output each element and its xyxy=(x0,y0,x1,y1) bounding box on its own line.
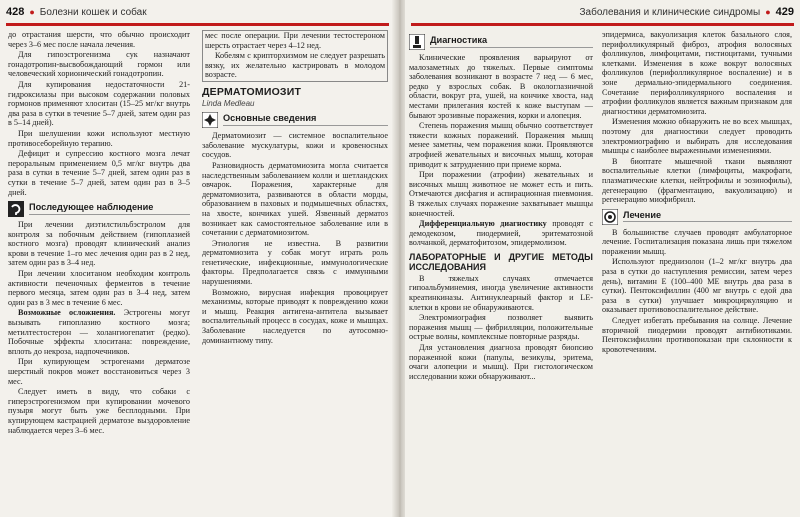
paragraph: При поражении (атрофии) жевательных и височных мышц животное не может есть и пить. Отмечаются дисфагия и аспирационная пневмония. В тяжелых случаях поражение захватывает мышцы конечностей. xyxy=(409,170,593,218)
paragraph: Используют преднизолон (1–2 мг/кг внутрь два раза в сутки до наступления ремиссии, затем через день), витамин Е (100–400 ME внутрь два раза в сутки). Пентоксифиллин (400 мг внутрь с едой два раза в сутки) улучшает микроциркуляцию и оказывает противовоспалительное действие. xyxy=(602,257,792,315)
paragraph: Электромиография позволяет выявить поражения мышц — фибрилляции, положительные острые волны, комплексные повторные разряды. xyxy=(409,313,593,342)
section-heading-diagnostics xyxy=(409,34,593,50)
treatment-icon xyxy=(602,209,618,225)
left-column-1 xyxy=(8,30,190,513)
section-heading-treatment xyxy=(602,209,792,225)
left-column-2 xyxy=(202,30,388,513)
right-column-1 xyxy=(409,30,593,513)
paragraph: Кобелям с крипторхизмом не следует разрешать вязку, их желательно кастрировать в молодом возрасте. xyxy=(205,51,385,80)
paragraph xyxy=(8,308,190,356)
paragraph: Следует иметь в виду, что собаки с гиперэстрогенизмом при купировании мочевого пузыря могут быть уже бесплодными. При купирующем кастрацией дерматозе выздоровление наблюдается через 3–6 мес. xyxy=(8,387,190,435)
lab-methods-heading: ЛАБОРАТОРНЫЕ И ДРУГИЕ МЕТОДЫ ИССЛЕДОВАНИЯ xyxy=(409,251,593,272)
right-page xyxy=(405,0,800,517)
left-page xyxy=(0,0,395,517)
topic-title: ДЕРМАТОМИОЗИТ xyxy=(202,85,302,98)
paragraph: Степень поражения мышц обычно соответствует тяжести кожных поражений. Поражения мышц менее заметны, чем поражения кожи. Проявляются атрофией жевательных и височных мышц, которая приводит к затруднению при приеме корма. xyxy=(409,121,593,169)
paragraph: В биоптате мышечной ткани выявляют воспалительные клетки (лимфоциты, макрофаги, плазматические клетки, нейтрофилы и эозинофилы), дегенерацию (фрагментацию, вакуолизацию) и регенерацию миофибрилл. xyxy=(602,156,792,205)
right-column-2 xyxy=(602,30,792,513)
right-running-head xyxy=(411,4,794,20)
paragraph: При лечении хлоситаном необходим контроль активности печеночных ферментов в течение первого месяца, затем один раз в 3–4 нед, затем один раз в 3 мес в течение 6 мес. xyxy=(8,269,190,307)
section-title: Последующее наблюдение xyxy=(29,203,190,215)
bullet-icon: ● xyxy=(765,7,771,17)
paragraph: Для гипоэстрогенизма сук назначают гонадотропин-высвобождающий гормон или человеческий хорионический гонадотропин. xyxy=(8,50,190,79)
paragraph: При лечении диэтилстильбэстролом для контроля за побочным действием (гипоплазией костного мозга) проводят клинический анализ крови в течение 1–го мес лечения один раз в 2 нед, затем один раз в 3–4 нед. xyxy=(8,220,190,268)
page-number-left: 428 xyxy=(6,6,25,18)
paragraph: При купирующем эстрогенами дерматозе шерстный покров может восстановиться через 3 мес. xyxy=(8,357,190,386)
topic-author: Linda Medleau xyxy=(202,98,255,108)
inline-text: Эстрогены могут вызывать гипоплазию костного мозга; метилтестостерон — холангиогепатит (редко). Побочные эффекты хлоситана: повреждение, вплоть до некроза, надпочечников. xyxy=(8,308,190,356)
followup-icon xyxy=(8,201,24,217)
section-heading-followup xyxy=(8,201,190,217)
framed-note xyxy=(202,30,388,82)
bullet-icon: ● xyxy=(29,7,35,17)
paragraph: Этиология не известна. В развитии дерматомиозита у собак могут играть роль генетические, инфекционные, иммунологические факторы. Предполагается связь с иммунными нарушениями. xyxy=(202,238,388,287)
basics-icon xyxy=(202,112,218,128)
inline-text: проводят с демодекозом, пиодермией, эритематозной волчанкой, дерматофитозом, эпидермолизом. xyxy=(409,219,593,248)
paragraph: Дерматомиозит — системное воспалительное заболевание мускулатуры, кожи и кровеносных сосудов. xyxy=(202,131,388,160)
paragraph: Изменения можно обнаружить не во всех мышцах, поэтому для диагностики следует проводить электромиографию и выбирать для исследования мышцы с наиболее выраженными изменениями. xyxy=(602,117,792,156)
paragraph: до отрастания шерсти, что обычно происходит через 3–6 мес после начала лечения. xyxy=(8,30,190,49)
paragraph: В тяжелых случаях отмечается гипоальбуминемия, иногда увеличение активности креатинкиназы. Антинуклеарный фактор и LE-клетки в крови не обнаруживаются. xyxy=(409,273,593,312)
header-rule-left xyxy=(6,23,389,26)
section-heading-basics xyxy=(202,112,388,128)
paragraph: Для купирования недостаточности 21-гидроксилазы при высоком содержании половых гормонов применяют хлоситан (15–25 мг/кг внутрь два раза в сутки в течение 5–7 дней, затем один раз в 5–14 дней). xyxy=(8,79,190,128)
paragraph: Возможно, вирусная инфекция провоцирует механизмы, которые приводят к повреждению кожи и мышц. Реакция антигена-антитела вызывает воспалительный процесс в сосудах, коже и мышцах. Заболевание наследуется по аутосомно-доминантному типу. xyxy=(202,287,388,345)
paragraph: Дефицит и супрессию костного мозга лечат пероральным применением 0,5 мг/кг внутрь два раза в сутки в течение 5–7 дней, затем один раз в сутки в течение 5–7 дней, затем один раз в 3–5 дней. xyxy=(8,149,190,197)
section-title: Диагностика xyxy=(430,36,593,48)
section-title: Лечение xyxy=(623,211,792,223)
paragraph: Клинические проявления варьируют от малозаметных до тяжелых. Первые симптомы заболевания возникают в возрасте 7 нед — 6 мес, редко у взрослых собак. В окологлазничной области, вокруг рта, ушей, на кончике хвоста, над местами прилегания костей к коже выступам — бывают эрозивные поражения, корки и алопеция. xyxy=(409,53,593,120)
page-number-right: 429 xyxy=(775,6,794,18)
inline-term: Дифференциальную диагностику xyxy=(419,219,547,229)
paragraph xyxy=(409,219,593,248)
paragraph: В большинстве случаев проводят амбулаторное лечение. Госпитализация показана лишь при тяжелом поражении мышц. xyxy=(602,227,792,256)
paragraph: Следует избегать пребывания на солнце. Лечение вторичной пиодермии проводят антибиотиками. Пентоксифиллин противопоказан при склонности к кровотечениям. xyxy=(602,316,792,354)
paragraph: Для установления диагноза проводят биопсию пораженной кожи (папулы, везикулы, эритема, очаги алопеции и мышц). При гистологическом исследовании кожи обнаруживают... xyxy=(409,343,593,381)
paragraph: мес после операции. При лечении тестостероном шерсть отрастает через 4–12 нед. xyxy=(205,31,385,50)
running-title-right: Заболевания и клинические синдромы xyxy=(579,6,761,18)
paragraph: При шелушении кожи используют местную противосеборейную терапию. xyxy=(8,128,190,148)
inline-term: Возможные осложнения. xyxy=(18,308,116,318)
section-title: Основные сведения xyxy=(223,114,388,126)
paragraph: Разновидность дерматомиозита могла считается наследственным заболеванием колли и шетландских овчарок. Поражения, характерные для дерматомиозита, развиваются в области морды, образованием в паховых и подмышечных областях, на хвосте, кончиках ушей. Язвенный дерматоз возникает как самостоятельное заболевание или в сочетании с дерматомиозитом. xyxy=(202,160,388,238)
paragraph: эпидермиса, вакуолизация клеток базального слоя, перифолликулярный фиброз, атрофия волосяных фолликулов, лимфоцитами, гистиоцитами, тучными клетками. Изменения в коже вокруг волосяных фолликулов (перифолликулярное воспаление) и в зоне дермально-эпидермального соединения. Сочетание перифолликулярного воспаления и атрофии фолликулов является важным признаком для диагностики дерматомиозита. xyxy=(602,30,792,116)
running-title-left: Болезни кошек и собак xyxy=(39,6,147,18)
left-running-head xyxy=(6,4,389,20)
diagnostics-icon xyxy=(409,34,425,50)
header-rule-right xyxy=(411,23,794,26)
